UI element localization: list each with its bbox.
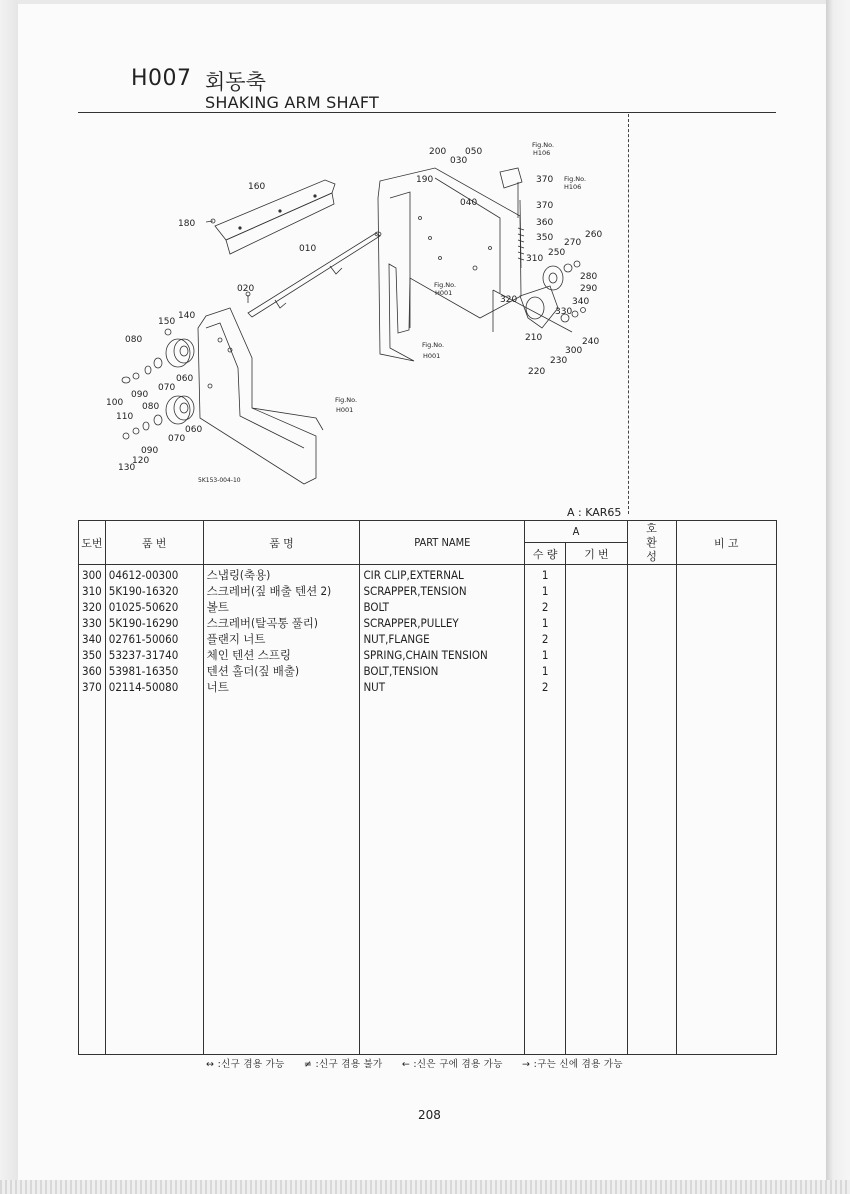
model-applicability-note: A : KAR65: [567, 506, 622, 519]
callout-180: 180: [178, 219, 196, 229]
col-header-remarks: 비 고: [676, 521, 777, 565]
cell-base: [566, 599, 628, 615]
cell-interchange: [627, 663, 676, 679]
cell-qty: 1: [525, 583, 566, 599]
callout-260: 260: [585, 230, 603, 240]
callout-090a: 090: [131, 390, 149, 400]
callout-080a: 080: [125, 335, 143, 345]
col-header-name-kr: 품 명: [203, 521, 360, 565]
table-row: [79, 583, 777, 599]
page-number: 208: [418, 1108, 441, 1122]
cell-base: [566, 565, 628, 584]
callout-100: 100: [106, 398, 124, 408]
cell-interchange: [627, 647, 676, 663]
cell-base: [566, 679, 628, 695]
group-code: H007: [131, 66, 192, 91]
table-row: [79, 663, 777, 679]
cell-base: [566, 583, 628, 599]
cell-remarks: [676, 565, 777, 584]
cell-interchange: [627, 599, 676, 615]
callout-070b: 070: [168, 434, 186, 444]
cell-qty: 2: [525, 631, 566, 647]
callout-370b: 370: [536, 201, 554, 211]
table-empty-space: [79, 695, 777, 1055]
legend-both: ↔ :신구 겸용 가능: [206, 1059, 285, 1070]
cell-remarks: [676, 583, 777, 599]
callout-060b: 060: [185, 425, 203, 435]
cell-part-no: 53237-31740: [105, 647, 203, 663]
header-rule: [78, 112, 776, 113]
parts-table: [78, 520, 777, 1055]
cell-ref: 360: [79, 663, 106, 679]
cell-part-no: 5K190-16290: [105, 615, 203, 631]
cell-remarks: [676, 663, 777, 679]
cell-name-en: NUT: [360, 679, 525, 695]
cell-remarks: [676, 647, 777, 663]
callout-120: 120: [132, 456, 150, 466]
table-row: [79, 647, 777, 663]
scraper-plate: [206, 180, 335, 254]
callout-030: 030: [450, 156, 468, 166]
col-header-base: 기 번: [566, 543, 628, 565]
cell-qty: 2: [525, 599, 566, 615]
cell-base: [566, 615, 628, 631]
col-header-a: A: [525, 521, 628, 543]
callout-060a: 060: [176, 374, 194, 384]
dashed-divider: [628, 114, 629, 514]
cell-interchange: [627, 631, 676, 647]
cell-name-kr: 플랜지 너트: [203, 631, 360, 647]
cell-interchange: [627, 565, 676, 584]
callout-020: 020: [237, 284, 255, 294]
cell-base: [566, 647, 628, 663]
fig-ref-h001-c-no: H001: [336, 406, 354, 414]
cell-part-no: 04612-00300: [105, 565, 203, 584]
cell-interchange: [627, 679, 676, 695]
callout-350: 350: [536, 233, 554, 243]
cell-ref: 350: [79, 647, 106, 663]
drawing-number: 5K153-004-10: [198, 477, 241, 484]
col-header-part-no: 품 번: [105, 521, 203, 565]
callout-280: 280: [580, 272, 598, 282]
col-header-ref: 도번: [79, 521, 106, 565]
cell-qty: 1: [525, 615, 566, 631]
cell-qty: 1: [525, 663, 566, 679]
cell-remarks: [676, 631, 777, 647]
callout-190: 190: [416, 175, 434, 185]
cell-ref: 300: [79, 565, 106, 584]
cell-qty: 1: [525, 565, 566, 584]
callout-300: 300: [565, 346, 583, 356]
side-frame: [198, 308, 323, 484]
callout-220: 220: [528, 367, 546, 377]
cell-ref: 320: [79, 599, 106, 615]
cell-ref: 370: [79, 679, 106, 695]
callout-270: 270: [564, 238, 582, 248]
legend-new-to-old: ← :신은 구에 겸용 가능: [401, 1059, 503, 1070]
cell-name-en: BOLT,TENSION: [360, 663, 525, 679]
fig-ref-h106-b: Fig.No.: [564, 175, 587, 183]
cell-remarks: [676, 599, 777, 615]
callout-320: 320: [500, 295, 518, 305]
callout-130: 130: [118, 463, 136, 473]
page-bottom-edge: [0, 1180, 850, 1194]
callout-230: 230: [550, 356, 568, 366]
main-frame: [378, 168, 521, 361]
fig-ref-h001-a-no: H001: [435, 289, 453, 297]
callout-200: 200: [429, 147, 447, 157]
cell-ref: 310: [79, 583, 106, 599]
cell-name-en: SPRING,CHAIN TENSION: [360, 647, 525, 663]
cell-name-en: SCRAPPER,TENSION: [360, 583, 525, 599]
callout-160: 160: [248, 182, 266, 192]
col-header-qty: 수 량: [525, 543, 566, 565]
cell-name-kr: 텐션 홀더(짚 배출): [203, 663, 360, 679]
cell-name-en: BOLT: [360, 599, 525, 615]
callout-150: 150: [158, 317, 176, 327]
callout-080b: 080: [142, 402, 160, 412]
cell-remarks: [676, 679, 777, 695]
fig-ref-h001-b: Fig.No.: [422, 341, 445, 349]
cell-base: [566, 631, 628, 647]
callout-210: 210: [525, 333, 543, 343]
table-row: [79, 631, 777, 647]
table-row: [79, 679, 777, 695]
figure-references: [198, 141, 586, 484]
callout-010: 010: [299, 244, 317, 254]
callout-310: 310: [526, 254, 544, 264]
fig-ref-h106-a: Fig.No.: [532, 141, 555, 149]
fig-ref-h001-c: Fig.No.: [335, 396, 358, 404]
callout-370a: 370: [536, 175, 554, 185]
callout-240: 240: [582, 337, 600, 347]
cell-name-kr: 스크레버(탈곡통 풀리): [203, 615, 360, 631]
cell-qty: 2: [525, 679, 566, 695]
cell-interchange: [627, 583, 676, 599]
title-korean: 회동축: [205, 70, 266, 94]
page-edge-shadow: [826, 0, 850, 1194]
cell-name-kr: 너트: [203, 679, 360, 695]
table-row: [79, 599, 777, 615]
callout-090b: 090: [141, 446, 159, 456]
fig-ref-h106-a-no: H106: [533, 149, 551, 157]
cell-interchange: [627, 615, 676, 631]
cell-part-no: 01025-50620: [105, 599, 203, 615]
legend-none: ≠ :신구 겸용 불가: [303, 1059, 383, 1070]
title-english: SHAKING ARM SHAFT: [205, 93, 379, 112]
cell-part-no: 02761-50060: [105, 631, 203, 647]
callout-040: 040: [460, 198, 478, 208]
callout-140: 140: [178, 311, 196, 321]
table-row: [79, 565, 777, 584]
cell-ref: 330: [79, 615, 106, 631]
cell-part-no: 5K190-16320: [105, 583, 203, 599]
callout-050: 050: [465, 147, 483, 157]
cell-remarks: [676, 615, 777, 631]
exploded-parts-diagram: [80, 118, 628, 510]
upper-bracket: [500, 168, 524, 268]
cell-name-kr: 볼트: [203, 599, 360, 615]
cell-name-en: CIR CLIP,EXTERNAL: [360, 565, 525, 584]
callout-330: 330: [555, 307, 573, 317]
cell-ref: 340: [79, 631, 106, 647]
callout-250: 250: [548, 248, 566, 258]
table-row: [79, 615, 777, 631]
cell-name-kr: 체인 텐션 스프링: [203, 647, 360, 663]
scan-left-margin: [0, 0, 18, 1194]
col-header-interchange: 호 환 성: [627, 521, 676, 565]
callout-070a: 070: [158, 383, 176, 393]
cell-qty: 1: [525, 647, 566, 663]
legend-old-to-new: → :구는 신에 겸용 가능: [522, 1059, 623, 1070]
cell-part-no: 53981-16350: [105, 663, 203, 679]
cell-name-kr: 스크레버(짚 배출 텐션 2): [203, 583, 360, 599]
callout-340: 340: [572, 297, 590, 307]
cell-name-kr: 스냅링(축용): [203, 565, 360, 584]
cell-name-en: NUT,FLANGE: [360, 631, 525, 647]
callout-360: 360: [536, 218, 554, 228]
fig-ref-h001-b-no: H001: [423, 352, 441, 360]
interchangeability-legend: [206, 1056, 639, 1070]
cell-name-en: SCRAPPER,PULLEY: [360, 615, 525, 631]
fig-ref-h106-b-no: H106: [564, 183, 582, 191]
col-header-name-en: PART NAME: [360, 521, 525, 565]
cell-base: [566, 663, 628, 679]
cell-part-no: 02114-50080: [105, 679, 203, 695]
callout-110: 110: [116, 412, 134, 422]
fig-ref-h001-a: Fig.No.: [434, 281, 457, 289]
callout-290: 290: [580, 284, 598, 294]
